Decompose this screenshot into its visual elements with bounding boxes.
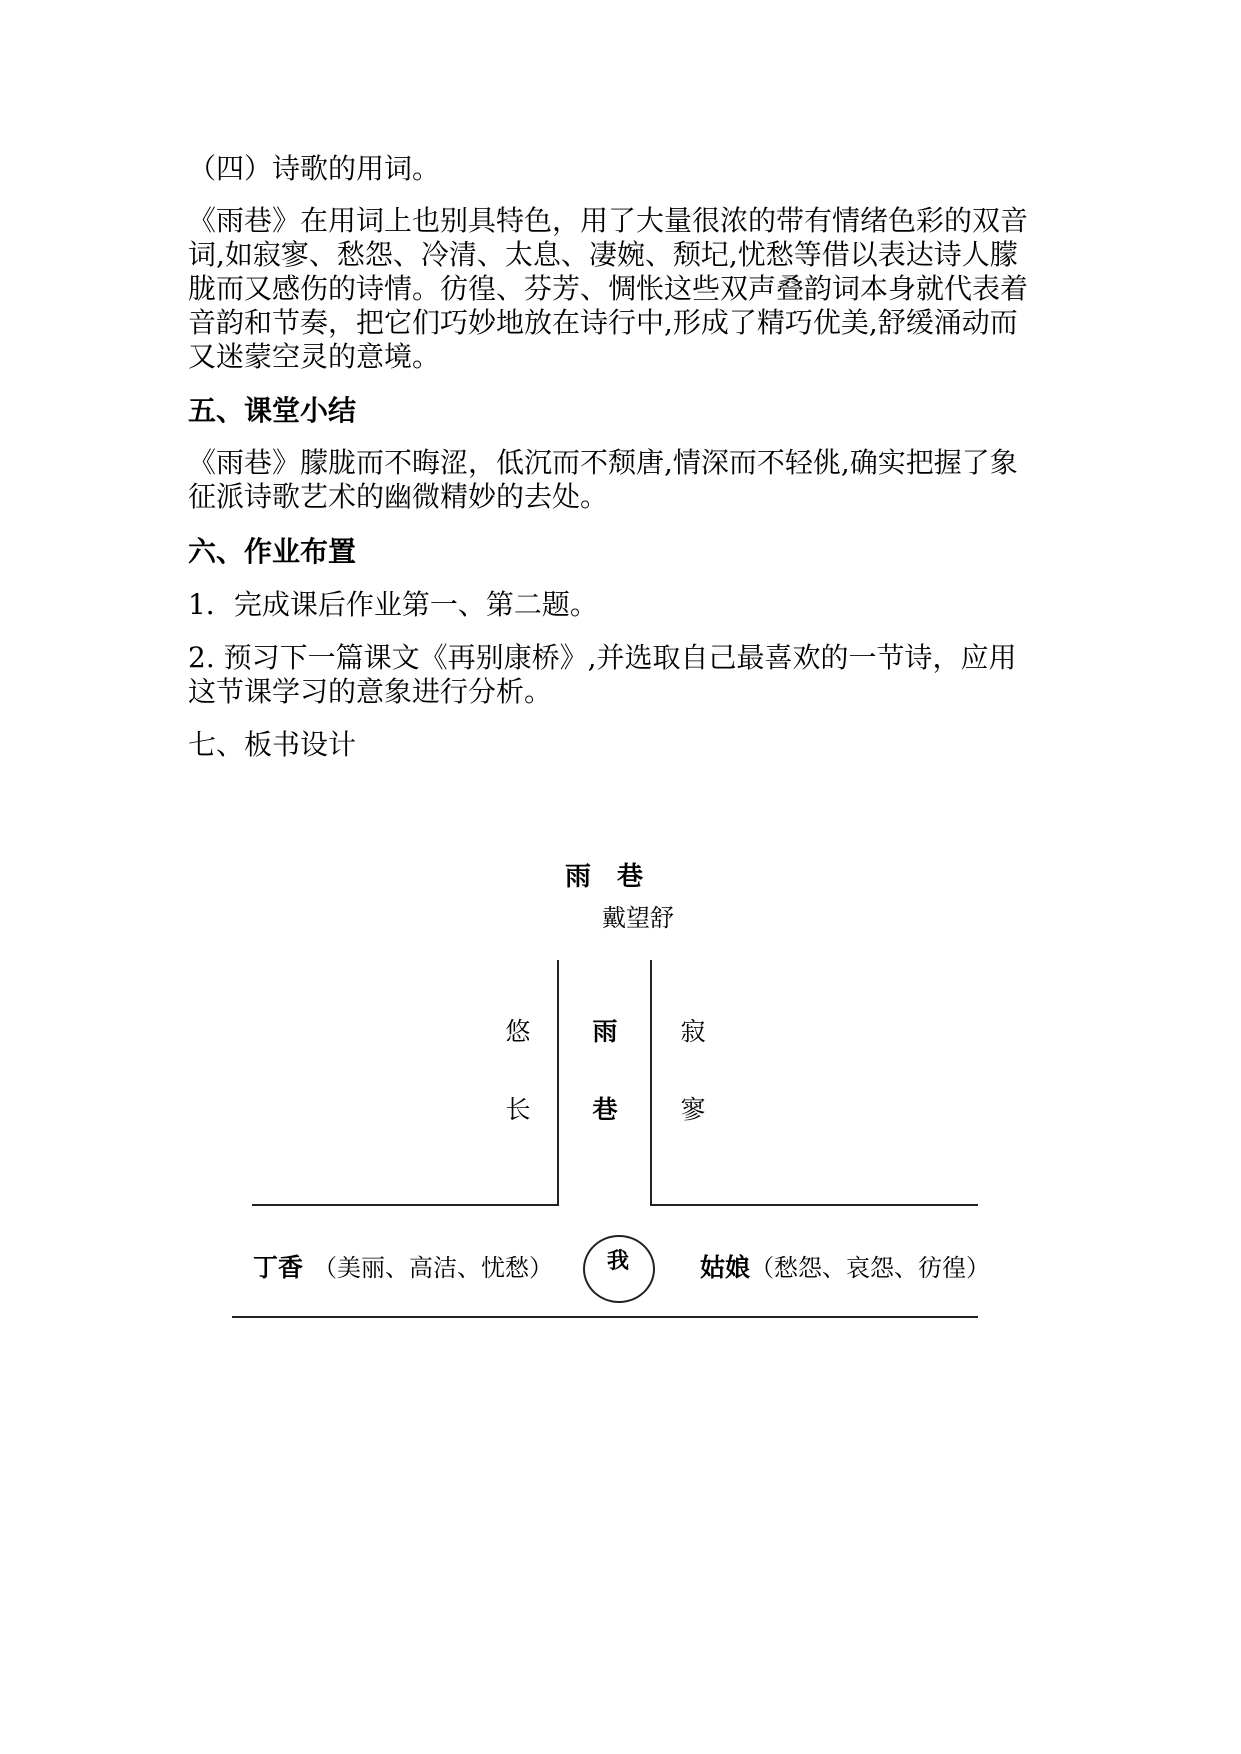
alley-right-wall — [650, 960, 652, 1206]
lilac-traits: （美丽、高洁、忧愁） — [313, 1254, 554, 1282]
section-4-heading: （四）诗歌的用词。 — [188, 152, 441, 185]
right-col-char: 寂 — [680, 1017, 706, 1046]
street-right-line — [650, 1204, 978, 1206]
homework-item-2-line: 这节课学习的意象进行分析。 — [188, 675, 553, 708]
section-6-heading: 六、作业布置 — [188, 535, 357, 568]
center-col-char: 雨 — [592, 1017, 618, 1046]
section-5-line: 征派诗歌艺术的幽微精妙的去处。 — [188, 480, 609, 513]
left-col-char: 长 — [505, 1095, 531, 1124]
homework-item-1: 1．完成课后作业第一、第二题。 — [188, 588, 598, 621]
homework-item-2-line: 2. 预习下一篇课文《再别康桥》,并选取自己最喜欢的一节诗，应用 — [188, 641, 1017, 674]
board-title: 雨 巷 — [565, 862, 644, 892]
lilac-word: 丁香 — [253, 1253, 304, 1282]
girl-traits: （愁怨、哀怨、彷徨） — [750, 1254, 991, 1282]
section-5-line: 《雨巷》朦胧而不晦涩，低沉而不颓唐,情深而不轻佻,确实把握了象 — [188, 446, 1018, 479]
street-left-line — [252, 1204, 559, 1206]
section-4-line: 词,如寂寥、愁怨、冷清、太息、凄婉、颓圮,忧愁等借以表达诗人朦 — [188, 238, 1018, 271]
right-col-char: 寥 — [680, 1095, 706, 1124]
board-author: 戴望舒 — [602, 904, 674, 932]
section-5-heading: 五、课堂小结 — [188, 394, 357, 427]
section-4-line: 胧而又感伤的诗情。彷徨、芬芳、惆怅这些双声叠韵词本身就代表着 — [188, 272, 1029, 305]
section-4-line: 《雨巷》在用词上也别具特色，用了大量很浓的带有情绪色彩的双音 — [188, 204, 1029, 237]
alley-left-wall — [557, 960, 559, 1206]
bottom-rule — [232, 1316, 978, 1318]
section-4-line: 音韵和节奏，把它们巧妙地放在诗行中,形成了精巧优美,舒缓涌动而 — [188, 306, 1018, 339]
section-7-heading: 七、板书设计 — [188, 728, 357, 761]
section-4-line: 又迷蒙空灵的意境。 — [188, 340, 441, 373]
me-char: 我 — [606, 1249, 629, 1274]
center-col-char: 巷 — [592, 1095, 618, 1124]
left-col-char: 悠 — [505, 1017, 531, 1046]
girl-label — [700, 1254, 990, 1282]
girl-word: 姑娘 — [700, 1253, 751, 1282]
lilac-label — [253, 1254, 553, 1282]
